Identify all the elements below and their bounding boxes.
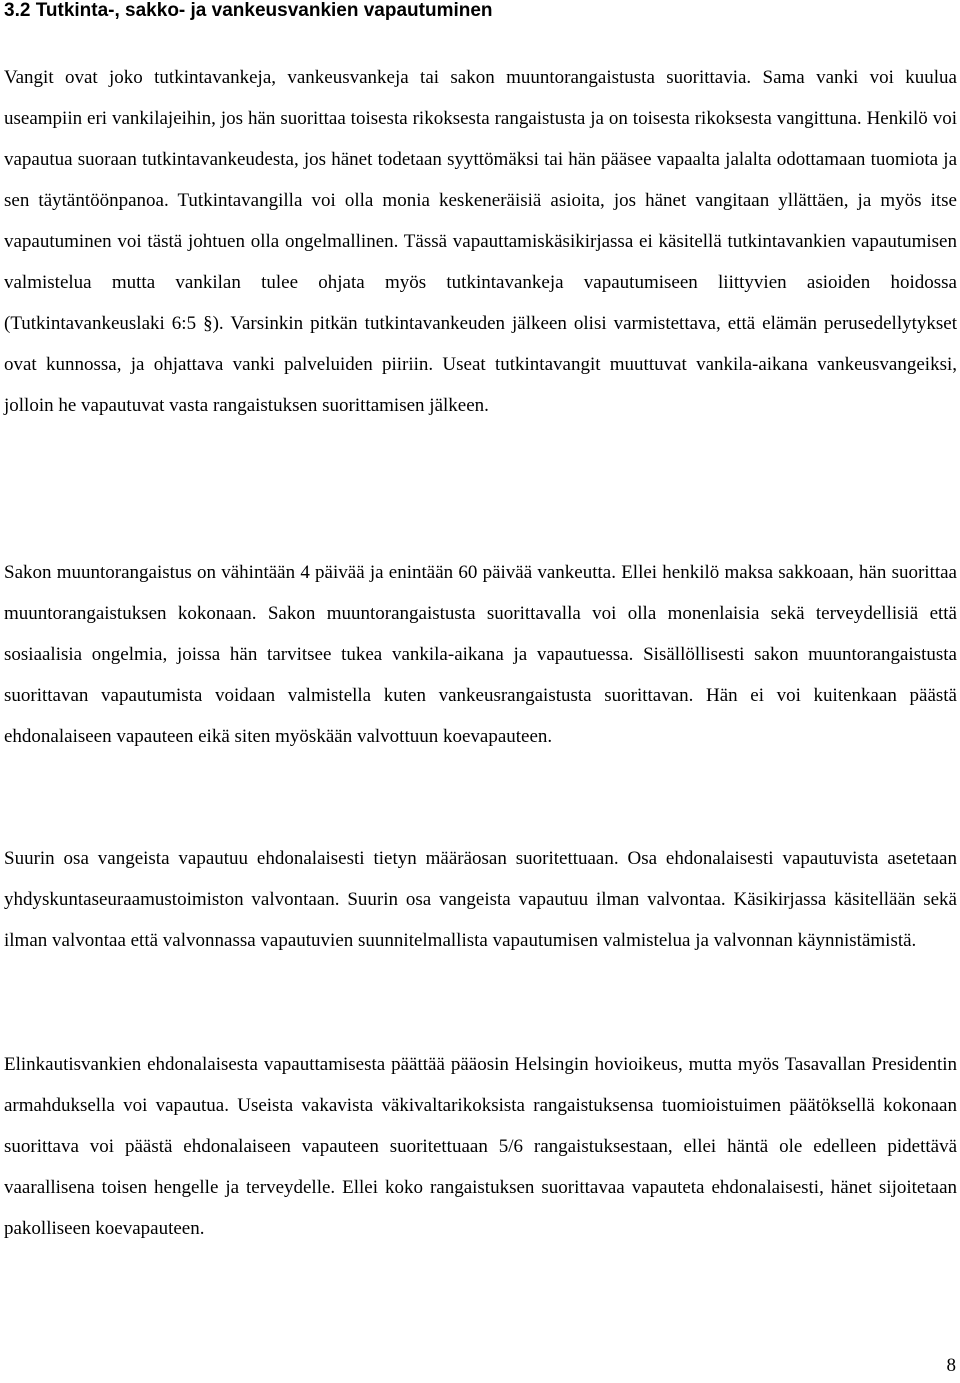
page-number: 8 [946, 1355, 956, 1376]
paragraph-life-sentence: Elinkautisvankien ehdonalaisesta vapauttamisesta päättää pääosin Helsingin hovioikeus, mutta myös Tasavallan Presidentin armahduksella voi vapautua. Useista vakavista väkivaltarikoksista rangaistuksensa tuomioistuimen päätöksellä kokonaan suorittava voi päästä ehdonalaiseen vapauteen suoritettuaan 5/6 rangaistuksestaan, ellei häntä ole edelleen pidettävä vaarallisena toisen hengelle ja terveydelle. Ellei koko rangaistuksen suorittavaa vapauteta ehdonalaisesti, hänet sijoitetaan pakolliseen koevapauteen. [4, 1054, 957, 1239]
paragraph-parole: Suurin osa vangeista vapautuu ehdonalaisesti tietyn määräosan suoritettuaan. Osa ehdonalaisesti vapautuvista asetetaan yhdyskuntaseuraamustoimiston valvontaan. Suurin osa vangeista vapautuu ilman valvontaa. Käsikirjassa käsitellään sekä ilman valvontaa että valvonnassa vapautuvien suunnitelmallista vapautumisen valmistelua ja valvonnan käynnistämistä. [4, 848, 957, 951]
paragraph-prisoner-types: Vangit ovat joko tutkintavankeja, vankeusvankeja tai sakon muuntorangaistusta suorittavia. Sama vanki voi kuulua useampiin eri vankilajeihin, jos hän suorittaa toisesta rikoksesta rangaistusta ja on toisesta rikoksesta vangittuna. Henkilö voi vapautua suoraan tutkintavankeudesta, jos hänet todetaan syyttömäksi tai hän pääsee vapaalta jalalta odottamaan tuomiota ja sen täytäntöönpanoa. Tutkintavangilla voi olla monia keskeneräisiä asioita, jos hänet vangitaan yllättäen, ja myös itse vapautuminen voi tästä johtuen olla ongelmallinen. Tässä vapauttamiskäsikirjassa ei käsitellä tutkintavankien vapautumisen valmistelua mutta vankilan tulee ohjata myös tutkintavankeja vapautumiseen liittyvien asioiden hoidossa (Tutkintavankeuslaki 6:5 §). Varsinkin pitkän tutkintavankeuden jälkeen olisi varmistettava, että elämän perusedellytykset ovat kunnossa, ja ohjattava vanki palveluiden piiriin. Useat tutkintavangit muuttuvat vankila-aikana vankeusvangeiksi, jolloin he vapautuvat vasta rangaistuksen suorittamisen jälkeen. [4, 67, 957, 416]
paragraph-fine-conversion: Sakon muuntorangaistus on vähintään 4 päivää ja enintään 60 päivää vankeutta. Ellei henkilö maksa sakkoaan, hän suorittaa muuntorangaistuksen kokonaan. Sakon muuntorangaistusta suorittavalla voi olla monenlaisia sekä terveydellisiä että sosiaalisia ongelmia, joissa hän tarvitsee tukea vankila-aikana ja vapautuessa. Sisällöllisesti sakon muuntorangaistusta suorittavan vapautumista voidaan valmistella kuten vankeusrangaistusta suorittavan. Hän ei voi kuitenkaan päästä ehdonalaiseen vapauteen eikä siten myöskään valvottuun koevapauteen. [4, 562, 957, 747]
section-heading: 3.2 Tutkinta-, sakko- ja vankeusvankien vapautuminen [4, 0, 493, 21]
